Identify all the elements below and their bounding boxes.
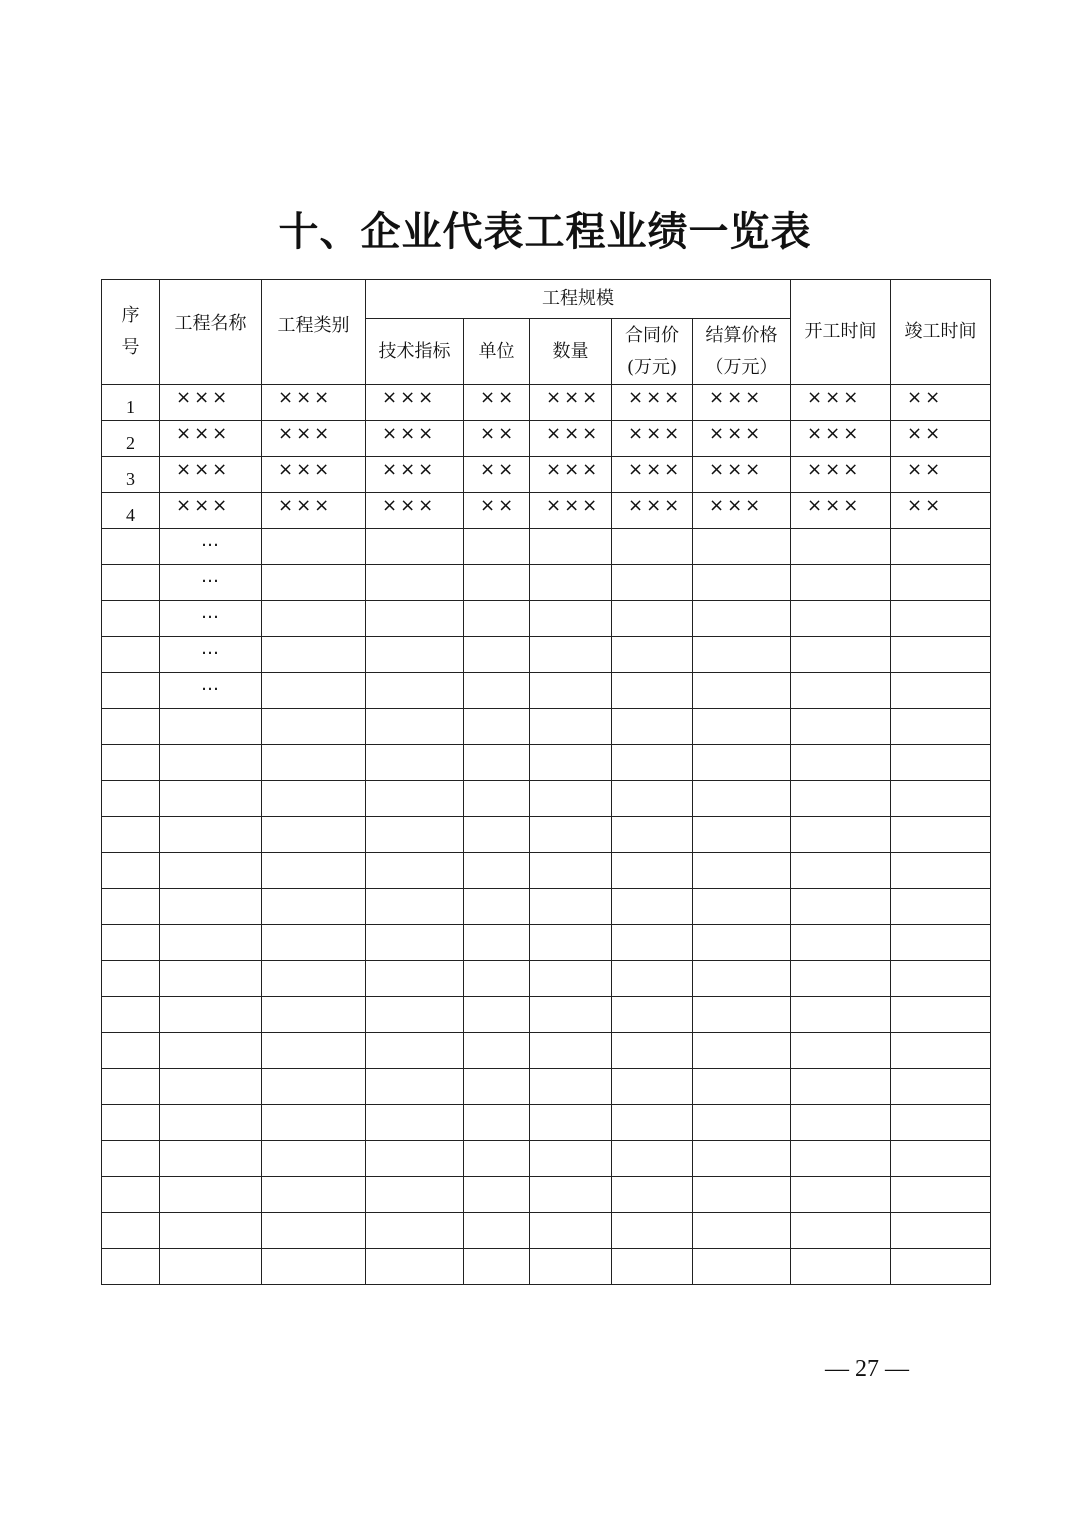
empty-cell	[464, 1177, 530, 1213]
header-unit: 单位	[464, 319, 530, 385]
empty-cell	[530, 1141, 612, 1177]
empty-cell	[102, 709, 160, 745]
seq-cell: 2	[102, 421, 160, 457]
empty-cell	[262, 709, 366, 745]
empty-cell	[612, 1033, 693, 1069]
seq-cell: 3	[102, 457, 160, 493]
data-cell: ××	[891, 457, 991, 493]
empty-cell	[530, 637, 612, 673]
data-cell: ×××	[791, 493, 891, 529]
blank-row	[102, 889, 991, 925]
empty-cell	[102, 1033, 160, 1069]
empty-cell	[262, 565, 366, 601]
empty-cell	[891, 637, 991, 673]
data-cell: ×××	[612, 457, 693, 493]
empty-cell	[366, 601, 464, 637]
header-settlement-price-line2: （万元）	[705, 356, 778, 378]
empty-cell	[530, 601, 612, 637]
empty-cell	[464, 637, 530, 673]
header-contract-price	[612, 319, 693, 385]
empty-cell	[693, 853, 791, 889]
header-contract-price-line1: 合同价	[625, 324, 679, 346]
empty-cell	[530, 1177, 612, 1213]
empty-cell	[366, 565, 464, 601]
header-contract-price-line2: (万元)	[626, 356, 678, 378]
seq-cell	[102, 673, 160, 709]
empty-cell	[262, 889, 366, 925]
blank-row	[102, 1141, 991, 1177]
empty-cell	[612, 673, 693, 709]
empty-cell	[262, 673, 366, 709]
empty-cell	[530, 673, 612, 709]
empty-cell	[160, 1141, 262, 1177]
empty-cell	[160, 853, 262, 889]
empty-cell	[693, 1105, 791, 1141]
empty-cell	[693, 1177, 791, 1213]
ellipsis-cell: …	[160, 529, 262, 565]
ellipsis-cell: …	[160, 637, 262, 673]
empty-cell	[366, 925, 464, 961]
blank-row	[102, 1213, 991, 1249]
empty-cell	[791, 1141, 891, 1177]
ellipsis-row	[102, 529, 991, 565]
empty-cell	[530, 961, 612, 997]
empty-cell	[530, 1105, 612, 1141]
empty-cell	[262, 529, 366, 565]
empty-cell	[102, 997, 160, 1033]
empty-cell	[464, 853, 530, 889]
empty-cell	[102, 925, 160, 961]
empty-cell	[262, 817, 366, 853]
empty-cell	[791, 745, 891, 781]
empty-cell	[693, 1141, 791, 1177]
empty-cell	[612, 961, 693, 997]
page-title: 十、企业代表工程业绩一览表	[278, 209, 812, 255]
empty-cell	[366, 817, 464, 853]
empty-cell	[102, 1141, 160, 1177]
seq-cell	[102, 637, 160, 673]
data-cell: ×××	[693, 385, 791, 421]
data-cell: ×××	[160, 493, 262, 529]
empty-cell	[612, 1105, 693, 1141]
empty-cell	[102, 889, 160, 925]
ellipsis-row	[102, 673, 991, 709]
ellipsis-cell: …	[160, 601, 262, 637]
empty-cell	[791, 889, 891, 925]
empty-cell	[530, 853, 612, 889]
data-cell: ×××	[791, 457, 891, 493]
seq-cell	[102, 565, 160, 601]
empty-cell	[530, 997, 612, 1033]
empty-cell	[464, 745, 530, 781]
empty-cell	[693, 817, 791, 853]
empty-cell	[791, 529, 891, 565]
header-quantity: 数量	[530, 319, 612, 385]
empty-cell	[262, 925, 366, 961]
empty-cell	[262, 1069, 366, 1105]
blank-row	[102, 1033, 991, 1069]
header-seq	[102, 280, 160, 385]
data-cell: ×××	[530, 493, 612, 529]
empty-cell	[891, 565, 991, 601]
empty-cell	[693, 709, 791, 745]
empty-cell	[891, 853, 991, 889]
empty-cell	[612, 601, 693, 637]
empty-cell	[891, 1033, 991, 1069]
empty-cell	[102, 1177, 160, 1213]
empty-cell	[366, 889, 464, 925]
empty-cell	[612, 997, 693, 1033]
header-project-name: 工程名称	[160, 280, 262, 385]
data-cell: ×××	[530, 385, 612, 421]
data-cell: ×××	[262, 493, 366, 529]
empty-cell	[612, 781, 693, 817]
blank-row	[102, 997, 991, 1033]
empty-cell	[160, 1249, 262, 1285]
header-settlement-price-line1: 结算价格	[705, 324, 778, 346]
empty-cell	[612, 745, 693, 781]
empty-cell	[160, 1177, 262, 1213]
empty-cell	[102, 853, 160, 889]
empty-cell	[160, 1033, 262, 1069]
empty-cell	[891, 1105, 991, 1141]
empty-cell	[612, 889, 693, 925]
empty-cell	[530, 529, 612, 565]
empty-cell	[693, 565, 791, 601]
blank-row	[102, 817, 991, 853]
empty-cell	[891, 745, 991, 781]
empty-cell	[160, 745, 262, 781]
blank-row	[102, 853, 991, 889]
empty-cell	[464, 925, 530, 961]
header-scale: 工程规模	[366, 280, 791, 319]
empty-cell	[262, 1033, 366, 1069]
empty-cell	[693, 529, 791, 565]
seq-cell	[102, 529, 160, 565]
data-cell: ×××	[160, 457, 262, 493]
empty-cell	[791, 925, 891, 961]
empty-cell	[160, 925, 262, 961]
empty-cell	[693, 1249, 791, 1285]
empty-cell	[891, 1249, 991, 1285]
empty-cell	[530, 745, 612, 781]
empty-cell	[366, 853, 464, 889]
empty-cell	[891, 709, 991, 745]
blank-row	[102, 961, 991, 997]
empty-cell	[612, 709, 693, 745]
empty-cell	[693, 1213, 791, 1249]
data-cell: ×××	[366, 457, 464, 493]
empty-cell	[891, 1213, 991, 1249]
empty-cell	[160, 709, 262, 745]
empty-cell	[612, 637, 693, 673]
empty-cell	[612, 1249, 693, 1285]
empty-cell	[891, 925, 991, 961]
empty-cell	[612, 1177, 693, 1213]
empty-cell	[891, 781, 991, 817]
empty-cell	[891, 1141, 991, 1177]
empty-cell	[612, 1141, 693, 1177]
empty-cell	[530, 817, 612, 853]
empty-cell	[366, 1069, 464, 1105]
header-project-type: 工程类别	[262, 280, 366, 385]
data-cell: ×××	[530, 457, 612, 493]
empty-cell	[160, 997, 262, 1033]
empty-cell	[693, 889, 791, 925]
empty-cell	[612, 853, 693, 889]
empty-cell	[693, 1033, 791, 1069]
empty-cell	[693, 1069, 791, 1105]
blank-row	[102, 925, 991, 961]
empty-cell	[612, 529, 693, 565]
data-cell: ×××	[693, 493, 791, 529]
empty-cell	[262, 1177, 366, 1213]
empty-cell	[262, 1141, 366, 1177]
blank-row	[102, 709, 991, 745]
empty-cell	[530, 565, 612, 601]
empty-cell	[464, 1069, 530, 1105]
empty-cell	[262, 601, 366, 637]
data-cell: ×××	[160, 385, 262, 421]
data-cell: ××	[891, 385, 991, 421]
blank-row	[102, 745, 991, 781]
empty-cell	[891, 961, 991, 997]
empty-cell	[102, 745, 160, 781]
empty-cell	[262, 853, 366, 889]
data-cell: ×××	[612, 385, 693, 421]
empty-cell	[612, 817, 693, 853]
data-cell: ×××	[612, 493, 693, 529]
empty-cell	[693, 925, 791, 961]
empty-cell	[464, 1249, 530, 1285]
empty-cell	[791, 1249, 891, 1285]
table-row	[102, 493, 991, 529]
empty-cell	[262, 1249, 366, 1285]
empty-cell	[891, 1177, 991, 1213]
empty-cell	[791, 1069, 891, 1105]
empty-cell	[102, 1105, 160, 1141]
empty-cell	[891, 889, 991, 925]
empty-cell	[160, 1069, 262, 1105]
empty-cell	[262, 997, 366, 1033]
empty-cell	[791, 1033, 891, 1069]
empty-cell	[530, 889, 612, 925]
empty-cell	[791, 1177, 891, 1213]
data-cell: ××	[464, 421, 530, 457]
table-row	[102, 385, 991, 421]
empty-cell	[262, 1213, 366, 1249]
blank-row	[102, 1069, 991, 1105]
performance-table	[101, 279, 991, 1285]
empty-cell	[693, 637, 791, 673]
empty-cell	[160, 1213, 262, 1249]
empty-cell	[693, 961, 791, 997]
empty-cell	[464, 565, 530, 601]
ellipsis-row	[102, 637, 991, 673]
empty-cell	[464, 673, 530, 709]
empty-cell	[791, 961, 891, 997]
data-cell: ××	[464, 385, 530, 421]
data-cell: ×××	[693, 421, 791, 457]
empty-cell	[791, 637, 891, 673]
empty-cell	[612, 1213, 693, 1249]
empty-cell	[366, 1105, 464, 1141]
data-cell: ×××	[530, 421, 612, 457]
empty-cell	[102, 781, 160, 817]
empty-cell	[160, 817, 262, 853]
empty-cell	[464, 601, 530, 637]
empty-cell	[262, 745, 366, 781]
table-row	[102, 421, 991, 457]
empty-cell	[791, 781, 891, 817]
empty-cell	[530, 1213, 612, 1249]
data-cell: ×××	[262, 385, 366, 421]
empty-cell	[366, 529, 464, 565]
blank-row	[102, 1177, 991, 1213]
header-start-time: 开工时间	[791, 280, 891, 385]
data-cell: ×××	[791, 385, 891, 421]
empty-cell	[891, 673, 991, 709]
empty-cell	[891, 529, 991, 565]
empty-cell	[891, 1069, 991, 1105]
empty-cell	[791, 997, 891, 1033]
empty-cell	[530, 709, 612, 745]
data-cell: ×××	[160, 421, 262, 457]
empty-cell	[464, 1033, 530, 1069]
empty-cell	[366, 997, 464, 1033]
data-cell: ×××	[366, 421, 464, 457]
empty-cell	[891, 997, 991, 1033]
table-row	[102, 457, 991, 493]
page-number: — 27 —	[825, 1356, 909, 1382]
empty-cell	[693, 601, 791, 637]
empty-cell	[366, 781, 464, 817]
empty-cell	[530, 1069, 612, 1105]
empty-cell	[464, 817, 530, 853]
seq-cell	[102, 601, 160, 637]
header-seq-line2: 号	[121, 337, 140, 358]
empty-cell	[791, 709, 891, 745]
empty-cell	[102, 1069, 160, 1105]
empty-cell	[791, 1105, 891, 1141]
blank-row	[102, 1105, 991, 1141]
empty-cell	[612, 565, 693, 601]
header-settlement-price	[693, 319, 791, 385]
data-cell: ×××	[262, 457, 366, 493]
seq-cell: 4	[102, 493, 160, 529]
empty-cell	[262, 961, 366, 997]
empty-cell	[366, 961, 464, 997]
empty-cell	[102, 1249, 160, 1285]
data-cell: ×××	[693, 457, 791, 493]
empty-cell	[464, 889, 530, 925]
empty-cell	[366, 1249, 464, 1285]
empty-cell	[366, 709, 464, 745]
empty-cell	[464, 529, 530, 565]
empty-cell	[693, 745, 791, 781]
data-cell: ××	[464, 457, 530, 493]
header-seq-line1: 序	[121, 305, 140, 326]
data-cell: ×××	[366, 385, 464, 421]
empty-cell	[366, 1177, 464, 1213]
empty-cell	[366, 637, 464, 673]
empty-cell	[102, 817, 160, 853]
data-cell: ××	[891, 421, 991, 457]
empty-cell	[791, 673, 891, 709]
data-cell: ×××	[366, 493, 464, 529]
empty-cell	[693, 997, 791, 1033]
header-completion-time: 竣工时间	[891, 280, 991, 385]
header-tech-index: 技术指标	[366, 319, 464, 385]
data-cell: ××	[464, 493, 530, 529]
empty-cell	[102, 961, 160, 997]
empty-cell	[262, 637, 366, 673]
empty-cell	[366, 1033, 464, 1069]
empty-cell	[366, 1141, 464, 1177]
data-cell: ×××	[612, 421, 693, 457]
empty-cell	[464, 997, 530, 1033]
empty-cell	[160, 781, 262, 817]
empty-cell	[160, 889, 262, 925]
empty-cell	[530, 1249, 612, 1285]
seq-cell: 1	[102, 385, 160, 421]
empty-cell	[693, 673, 791, 709]
empty-cell	[464, 1213, 530, 1249]
empty-cell	[530, 781, 612, 817]
ellipsis-cell: …	[160, 565, 262, 601]
empty-cell	[891, 601, 991, 637]
ellipsis-row	[102, 601, 991, 637]
empty-cell	[612, 1069, 693, 1105]
empty-cell	[262, 781, 366, 817]
empty-cell	[366, 745, 464, 781]
data-cell: ×××	[262, 421, 366, 457]
empty-cell	[366, 1213, 464, 1249]
empty-cell	[464, 961, 530, 997]
ellipsis-cell: …	[160, 673, 262, 709]
empty-cell	[612, 925, 693, 961]
blank-row	[102, 781, 991, 817]
empty-cell	[693, 781, 791, 817]
empty-cell	[262, 1105, 366, 1141]
empty-cell	[791, 601, 891, 637]
data-cell: ××	[891, 493, 991, 529]
empty-cell	[160, 961, 262, 997]
empty-cell	[791, 853, 891, 889]
empty-cell	[791, 1213, 891, 1249]
empty-cell	[530, 925, 612, 961]
empty-cell	[366, 673, 464, 709]
empty-cell	[891, 817, 991, 853]
empty-cell	[160, 1105, 262, 1141]
empty-cell	[530, 1033, 612, 1069]
ellipsis-row	[102, 565, 991, 601]
empty-cell	[791, 565, 891, 601]
empty-cell	[102, 1213, 160, 1249]
data-cell: ×××	[791, 421, 891, 457]
empty-cell	[464, 1105, 530, 1141]
empty-cell	[464, 1141, 530, 1177]
empty-cell	[464, 709, 530, 745]
empty-cell	[464, 781, 530, 817]
empty-cell	[791, 817, 891, 853]
blank-row	[102, 1249, 991, 1285]
